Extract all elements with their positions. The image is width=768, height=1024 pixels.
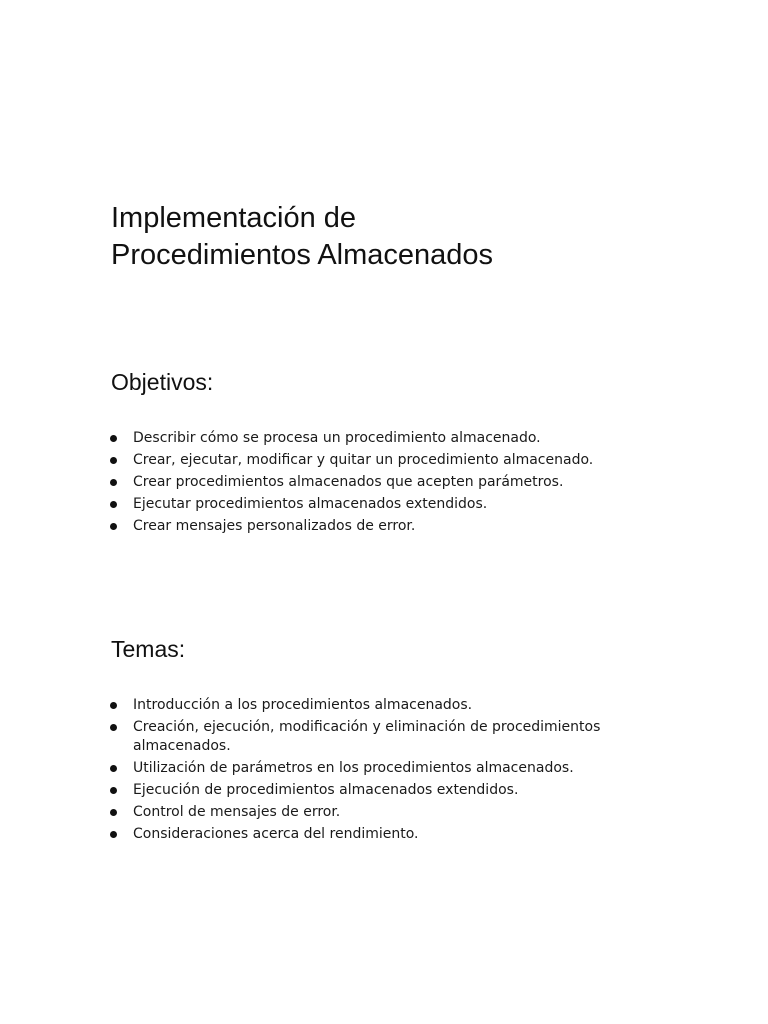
list-item-text: Consideraciones acerca del rendimiento. xyxy=(133,826,419,842)
objectives-heading: Objetivos: xyxy=(111,369,214,395)
list-item xyxy=(107,803,667,822)
list-item-text: Control de mensajes de error. xyxy=(133,804,341,820)
list-item-text: Ejecutar procedimientos almacenados extendidos. xyxy=(133,496,488,512)
topics-heading: Temas: xyxy=(111,636,186,662)
bullet-icon xyxy=(110,435,117,442)
list-item-text: Utilización de parámetros en los procedimientos almacenados. xyxy=(133,760,574,776)
list-item-text: Crear mensajes personalizados de error. xyxy=(133,518,416,534)
title-line-1: Implementación de xyxy=(111,202,357,234)
bullet-icon xyxy=(110,479,117,486)
list-item xyxy=(107,517,667,536)
list-item-text: Crear procedimientos almacenados que acepten parámetros. xyxy=(133,474,564,490)
list-item xyxy=(107,495,667,514)
list-item xyxy=(107,718,667,756)
bullet-icon xyxy=(110,457,117,464)
list-item xyxy=(107,759,667,778)
bullet-icon xyxy=(110,831,117,838)
page-title xyxy=(111,200,711,274)
bullet-icon xyxy=(110,501,117,508)
list-item-text: Ejecución de procedimientos almacenados extendidos. xyxy=(133,782,519,798)
list-item-text: Crear, ejecutar, modificar y quitar un procedimiento almacenado. xyxy=(133,452,594,468)
title-line-2: Procedimientos Almacenados xyxy=(111,239,494,271)
list-item xyxy=(107,473,667,492)
bullet-icon xyxy=(110,809,117,816)
bullet-icon xyxy=(110,765,117,772)
list-item-text: Creación, ejecución, modificación y eliminación de procedimientos almacenados. xyxy=(133,719,601,754)
list-item xyxy=(107,781,667,800)
bullet-icon xyxy=(110,523,117,530)
list-item-text: Introducción a los procedimientos almacenados. xyxy=(133,697,473,713)
list-item xyxy=(107,825,667,844)
list-item-text: Describir cómo se procesa un procedimiento almacenado. xyxy=(133,430,541,446)
list-item xyxy=(107,451,667,470)
list-item xyxy=(107,429,667,448)
bullet-icon xyxy=(110,724,117,731)
topics-list xyxy=(107,696,667,847)
bullet-icon xyxy=(110,787,117,794)
list-item xyxy=(107,696,667,715)
bullet-icon xyxy=(110,702,117,709)
objectives-list xyxy=(107,429,667,539)
